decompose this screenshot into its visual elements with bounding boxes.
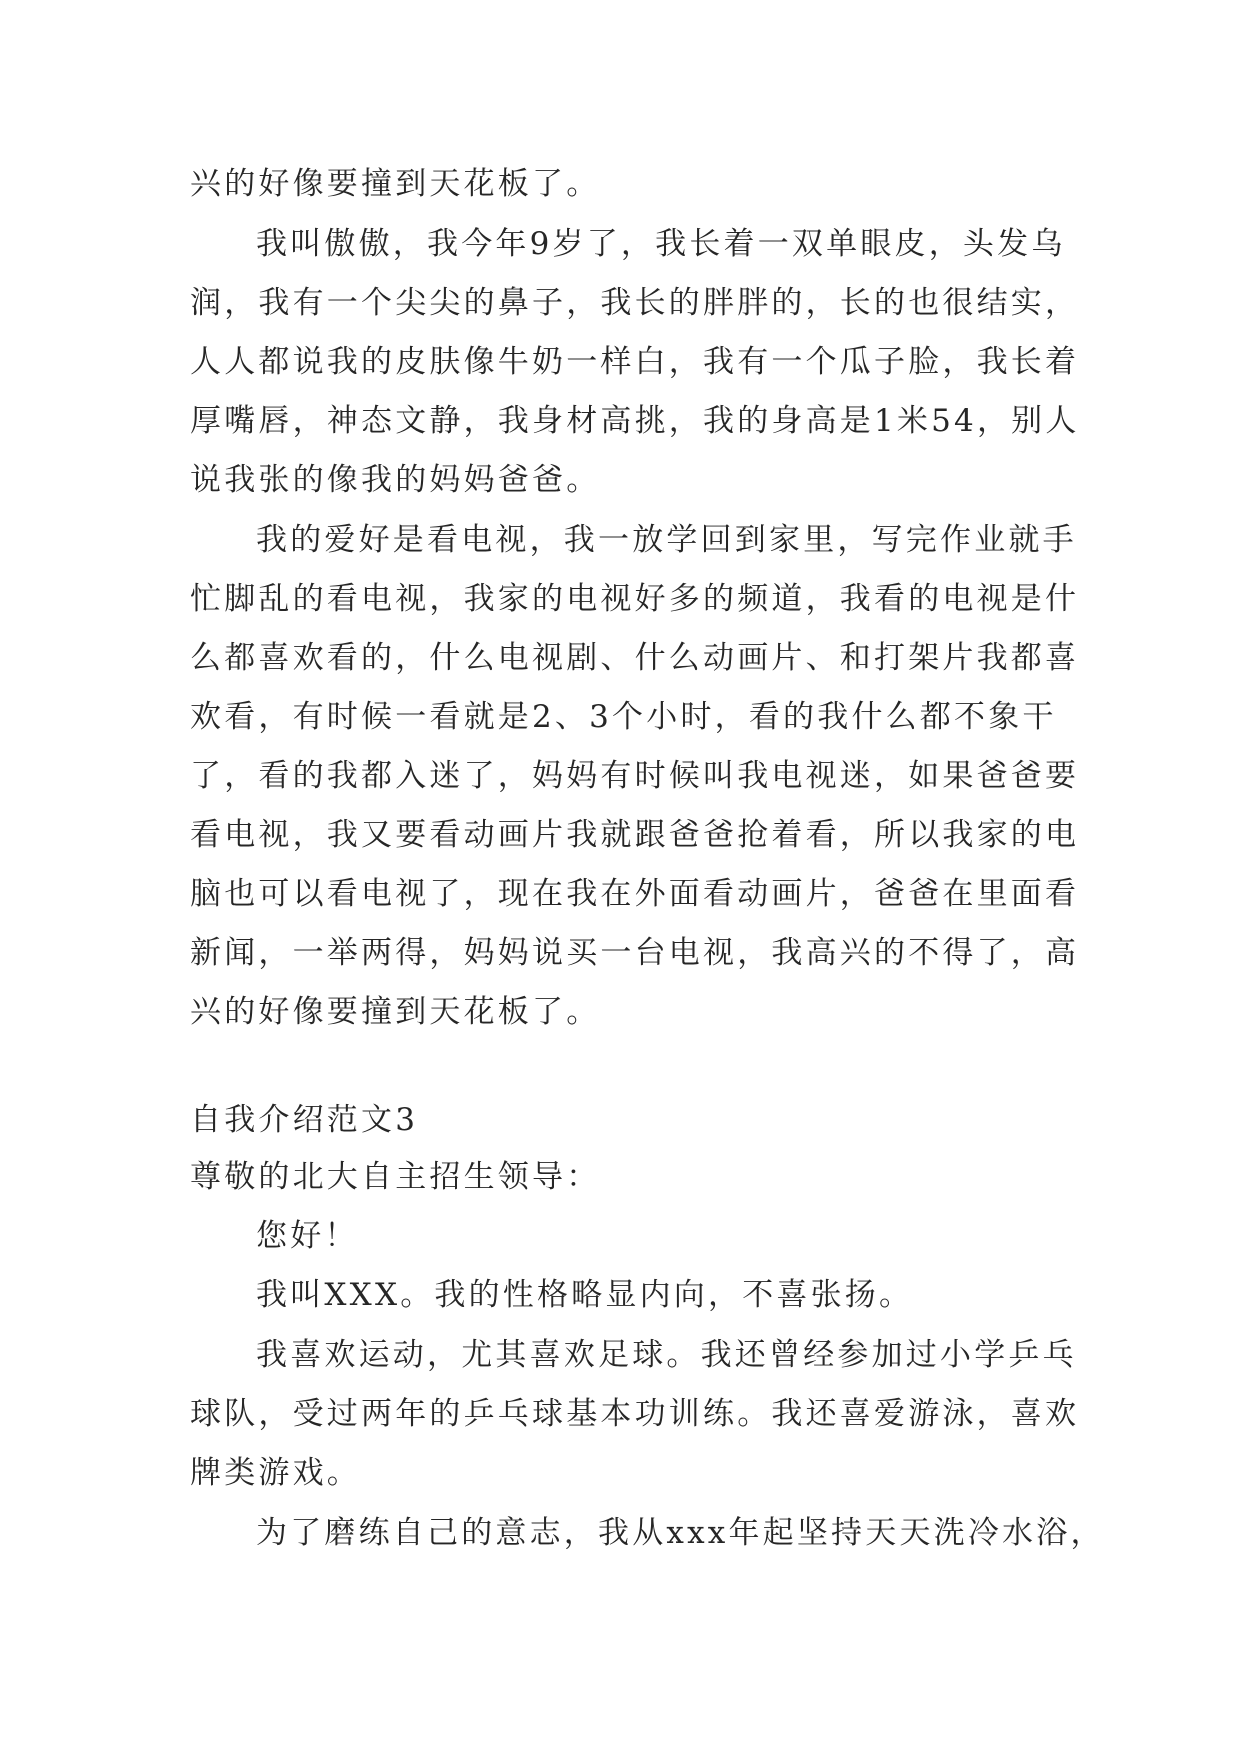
text-line: 看电视，我又要看动画片我就跟爸爸抢着看，所以我家的电 — [190, 817, 1080, 853]
text-line: 新闻，一举两得，妈妈说买一台电视，我高兴的不得了，高 — [190, 935, 1080, 971]
paragraph-first-line: 我的爱好是看电视，我一放学回到家里，写完作业就手 — [256, 522, 1077, 558]
paragraph-first-line: 我喜欢运动，尤其喜欢足球。我还曾经参加过小学乒乓 — [256, 1337, 1077, 1373]
text-line: 牌类游戏。 — [190, 1455, 361, 1491]
text-line: 脑也可以看电视了，现在我在外面看动画片，爸爸在里面看 — [190, 876, 1080, 912]
section-heading: 自我介绍范文3 — [190, 1102, 419, 1138]
text-line: 兴的好像要撞到天花板了。 — [190, 994, 601, 1030]
salutation: 尊敬的北大自主招生领导： — [190, 1159, 601, 1195]
paragraph-first-line: 我叫XXX。我的性格略显内向，不喜张扬。 — [256, 1277, 914, 1313]
text-line: 润，我有一个尖尖的鼻子，我长的胖胖的，长的也很结实， — [190, 285, 1080, 321]
text-line: 兴的好像要撞到天花板了。 — [190, 166, 601, 202]
text-line: 说我张的像我的妈妈爸爸。 — [190, 462, 601, 498]
greeting: 您好！ — [256, 1218, 359, 1254]
text-line: 厚嘴唇，神态文静，我身材高挑，我的身高是1米54，别人 — [190, 403, 1080, 439]
text-line: 忙脚乱的看电视，我家的电视好多的频道，我看的电视是什 — [190, 581, 1080, 617]
paragraph-first-line: 我叫傲傲，我今年9岁了，我长着一双单眼皮，头发乌 — [256, 226, 1066, 262]
text-line: 了，看的我都入迷了，妈妈有时候叫我电视迷，如果爸爸要 — [190, 758, 1080, 794]
paragraph-first-line: 为了磨练自己的意志，我从xxx年起坚持天天洗冷水浴， — [256, 1515, 1105, 1551]
text-line: 么都喜欢看的，什么电视剧、什么动画片、和打架片我都喜 — [190, 640, 1080, 676]
text-line: 人人都说我的皮肤像牛奶一样白，我有一个瓜子脸，我长着 — [190, 344, 1080, 380]
text-line: 球队，受过两年的乒乓球基本功训练。我还喜爱游泳，喜欢 — [190, 1396, 1080, 1432]
text-line: 欢看，有时候一看就是2、3个小时，看的我什么都不象干 — [190, 699, 1057, 735]
